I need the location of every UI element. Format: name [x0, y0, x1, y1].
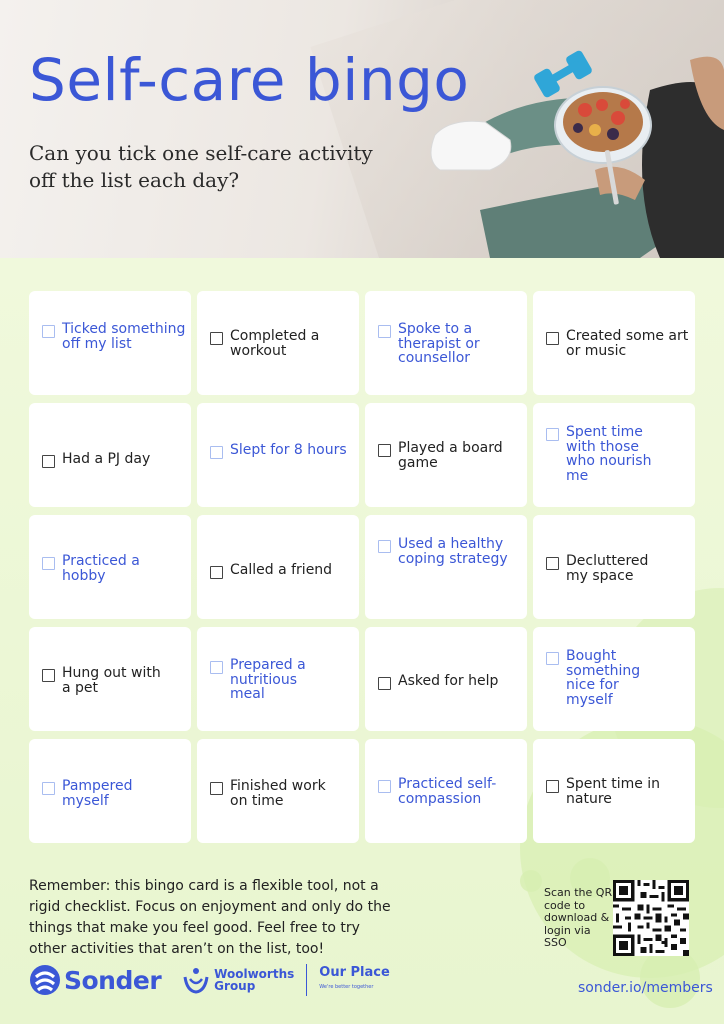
bingo-cell-label: Slept for 8 hours: [230, 442, 347, 458]
scan-instructions: Scan the QR code to download & login via SSO: [544, 886, 613, 949]
bingo-cell-label: Asked for help: [398, 673, 499, 689]
checkbox[interactable]: [546, 557, 559, 570]
sonder-logo: [29, 964, 161, 996]
checkbox[interactable]: [378, 325, 391, 338]
bingo-cell[interactable]: [197, 627, 359, 731]
bingo-cell[interactable]: [365, 291, 527, 395]
bingo-cell-label: Created some art or music: [566, 328, 689, 359]
bingo-cell[interactable]: [365, 627, 527, 731]
checkbox[interactable]: [210, 782, 223, 795]
bingo-cell[interactable]: [197, 291, 359, 395]
checkbox[interactable]: [42, 782, 55, 795]
bingo-cell[interactable]: [197, 515, 359, 619]
checkbox[interactable]: [378, 677, 391, 690]
bingo-cell-label: Practiced a hobby: [62, 553, 140, 584]
checkbox[interactable]: [546, 780, 559, 793]
bingo-cell[interactable]: [533, 627, 695, 731]
bingo-cell[interactable]: [197, 403, 359, 507]
bingo-cell-label: Used a healthy coping strategy: [398, 536, 508, 567]
checkbox[interactable]: [42, 669, 55, 682]
bingo-cell[interactable]: [365, 739, 527, 843]
bingo-cell-label: Spent time with those who nourish me: [566, 424, 652, 484]
bingo-cell[interactable]: [29, 627, 191, 731]
reminder-text: Remember: this bingo card is a flexible tool, not a rigid checklist. Focus on enjoyment and only do the things that make you feel good. Feel free to try other activities that aren’t on the list, too!: [29, 878, 391, 957]
checkbox[interactable]: [42, 557, 55, 570]
ourplace-tagline: We're better together: [319, 984, 374, 990]
ourplace-logo: [319, 966, 390, 994]
checkbox[interactable]: [210, 566, 223, 579]
checkbox[interactable]: [210, 446, 223, 459]
bingo-cell-label: Bought something nice for myself: [566, 648, 641, 708]
checkbox[interactable]: [42, 325, 55, 338]
decor-dot: [520, 870, 542, 892]
website-link[interactable]: sonder.io/members: [578, 980, 713, 996]
bingo-cell-label: Prepared a nutritious meal: [230, 657, 306, 702]
decor-dot: [640, 948, 700, 1008]
bingo-cell-label: Spent time in nature: [566, 776, 661, 807]
woolworths-line2: Group: [214, 979, 256, 993]
bingo-cell[interactable]: [533, 403, 695, 507]
bingo-cell[interactable]: [533, 291, 695, 395]
bingo-cell-label: Finished work on time: [230, 778, 326, 809]
checkbox[interactable]: [378, 780, 391, 793]
bingo-cell-label: Pampered myself: [62, 778, 133, 809]
bingo-cell[interactable]: [197, 739, 359, 843]
bingo-cell-label: Decluttered my space: [566, 553, 649, 584]
ourplace-wordmark: Our Place: [319, 965, 390, 980]
bingo-cell[interactable]: [29, 403, 191, 507]
page-title: Self-care bingo: [29, 46, 470, 114]
bingo-cell-label: Ticked something off my list: [62, 321, 186, 352]
checkbox[interactable]: [210, 661, 223, 674]
bingo-cell[interactable]: [29, 739, 191, 843]
woolworths-logo: [181, 965, 294, 995]
bingo-cell-label: Spoke to a therapist or counsellor: [398, 321, 480, 366]
bingo-cell-label: Hung out with a pet: [62, 665, 161, 696]
bingo-cell[interactable]: [29, 515, 191, 619]
page-subtitle: Can you tick one self-care activity off the list each day?: [29, 141, 373, 192]
qr-code[interactable]: [613, 880, 689, 956]
bingo-cell-label: Played a board game: [398, 440, 503, 471]
checkbox[interactable]: [546, 332, 559, 345]
checkbox[interactable]: [210, 332, 223, 345]
sonder-wordmark: Sonder: [64, 965, 162, 995]
bingo-cell[interactable]: [365, 403, 527, 507]
bingo-cell-label: Completed a workout: [230, 328, 320, 359]
logo-bar: [29, 962, 390, 998]
bingo-cell-label: Called a friend: [230, 562, 333, 578]
bingo-cell-label: Had a PJ day: [62, 451, 151, 467]
checkbox[interactable]: [546, 428, 559, 441]
bingo-cell-label: Practiced self-compassion: [398, 776, 497, 807]
bingo-cell[interactable]: [29, 291, 191, 395]
bingo-cell[interactable]: [365, 515, 527, 619]
checkbox[interactable]: [378, 540, 391, 553]
hero-banner: [0, 0, 724, 258]
woolworths-mark-icon: [181, 965, 211, 995]
bingo-cell[interactable]: [533, 515, 695, 619]
woolworths-line1: Woolworths: [214, 967, 295, 981]
checkbox[interactable]: [546, 652, 559, 665]
checkbox[interactable]: [42, 455, 55, 468]
sonder-mark-icon: [29, 964, 61, 996]
logo-divider: [306, 964, 307, 996]
bingo-cell[interactable]: [533, 739, 695, 843]
bingo-grid: [29, 291, 696, 845]
checkbox[interactable]: [378, 444, 391, 457]
